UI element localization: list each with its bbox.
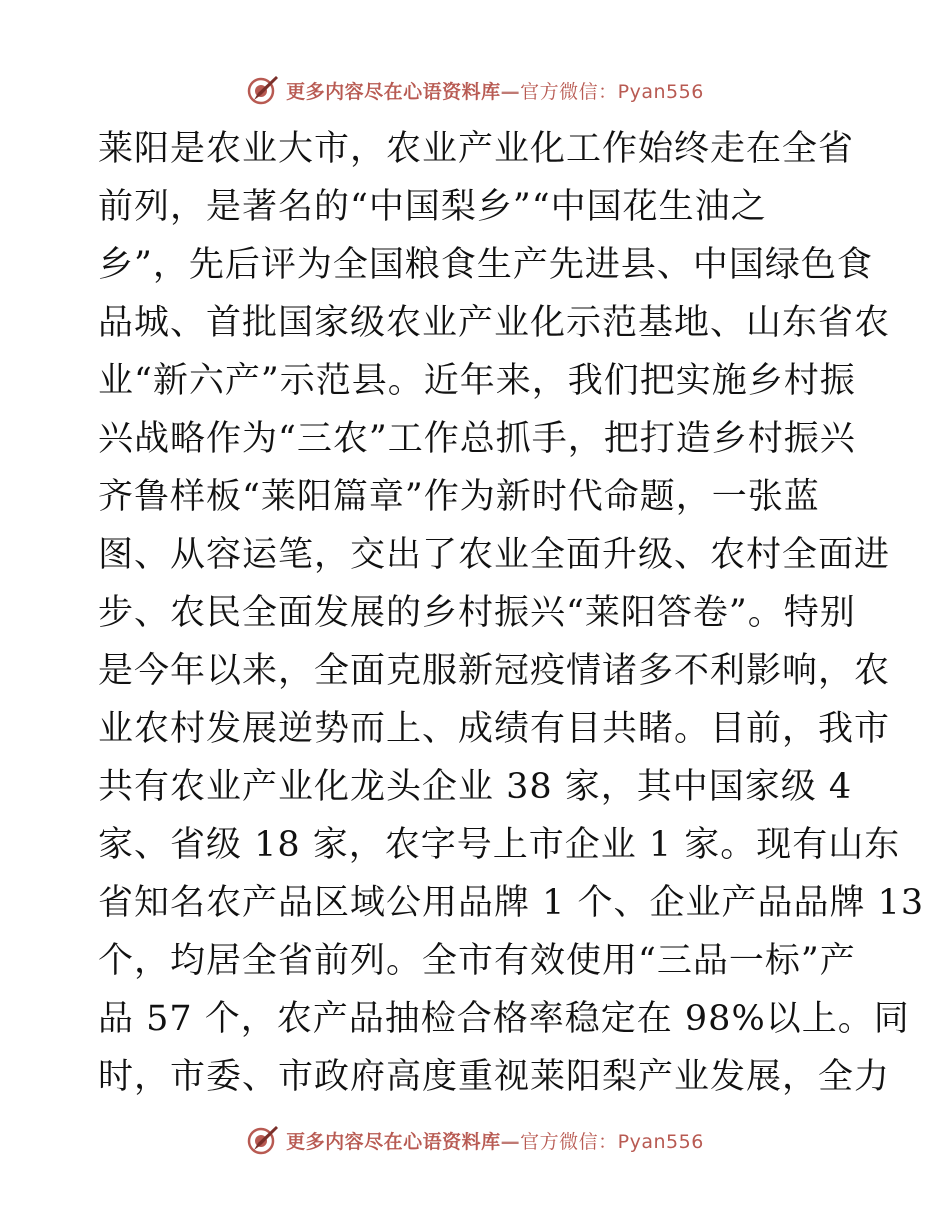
body-line: 前列，是著名的“中国梨乡”“中国花生油之 xyxy=(98,187,767,227)
banner-contact: 官方微信：Pyan556 xyxy=(520,1130,704,1153)
body-line: 品 57 个，农产品抽检合格率稳定在 98%以上。同 xyxy=(98,999,910,1039)
body-line: 业“新六产”示范县。近年来，我们把实施乡村振 xyxy=(98,361,856,401)
document-body xyxy=(98,120,925,1106)
body-line: 乡”，先后评为全国粮食生产先进县、中国绿色食 xyxy=(98,245,873,285)
quill-seal-icon xyxy=(246,1123,280,1157)
body-line: 个，均居全省前列。全市有效使用“三品一标”产 xyxy=(98,941,856,981)
banner-separator: — xyxy=(500,1130,521,1153)
body-line: 齐鲁样板“莱阳篇章”作为新时代命题，一张蓝 xyxy=(98,477,820,517)
body-line: 步、农民全面发展的乡村振兴“莱阳答卷”。特别 xyxy=(98,593,856,633)
quill-seal-icon xyxy=(246,73,280,107)
header-banner xyxy=(0,70,950,110)
banner-text xyxy=(286,1127,704,1154)
body-line: 时，市委、市政府高度重视莱阳梨产业发展，全力 xyxy=(98,1057,891,1097)
banner-text xyxy=(286,77,704,104)
body-line: 兴战略作为“三农”工作总抓手，把打造乡村振兴 xyxy=(98,419,856,459)
body-line: 共有农业产业化龙头企业 38 家，其中国家级 4 xyxy=(98,767,853,807)
body-line: 家、省级 18 家，农字号上市企业 1 家。现有山东 xyxy=(98,825,901,865)
banner-slogan: 更多内容尽在心语资料库 xyxy=(286,1130,501,1153)
body-line: 品城、首批国家级农业产业化示范基地、山东省农 xyxy=(98,303,891,343)
banner-slogan: 更多内容尽在心语资料库 xyxy=(286,80,501,103)
footer-banner xyxy=(0,1120,950,1160)
banner-contact: 官方微信：Pyan556 xyxy=(520,80,704,103)
body-line: 业农村发展逆势而上、成绩有目共睹。目前，我市 xyxy=(98,709,891,749)
body-line: 图、从容运笔，交出了农业全面升级、农村全面进 xyxy=(98,535,891,575)
body-line: 省知名农产品区域公用品牌 1 个、企业产品品牌 13 xyxy=(98,883,925,923)
banner-separator: — xyxy=(500,80,521,103)
body-line: 莱阳是农业大市，农业产业化工作始终走在全省 xyxy=(98,129,855,169)
body-line: 是今年以来，全面克服新冠疫情诸多不利影响，农 xyxy=(98,651,891,691)
